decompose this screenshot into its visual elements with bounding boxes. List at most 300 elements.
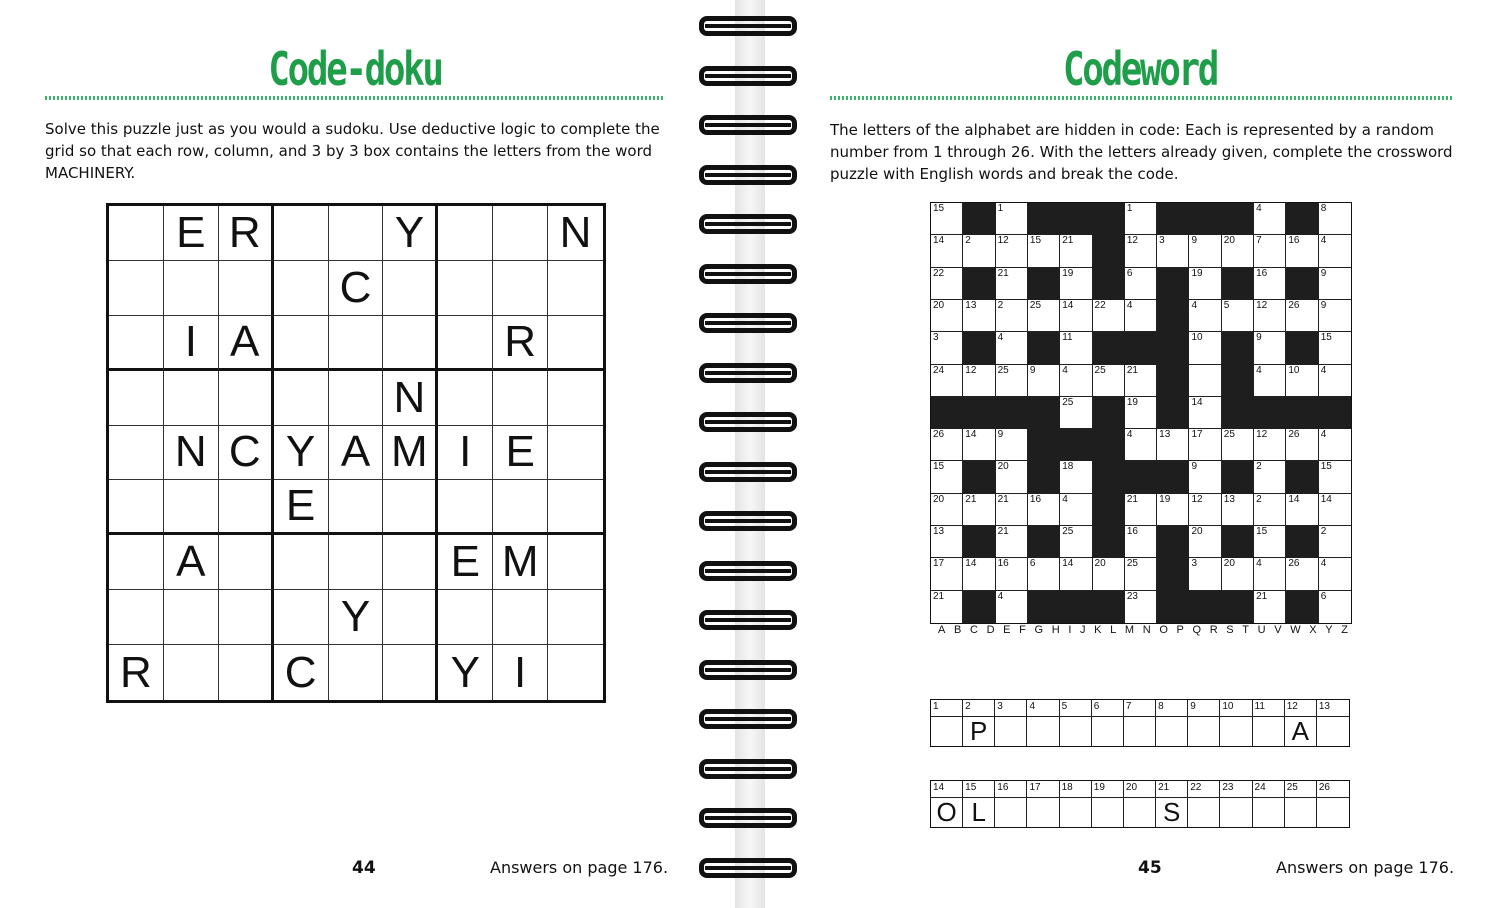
- alphabet-letter[interactable]: L: [1110, 624, 1117, 636]
- codedoku-cell[interactable]: [109, 590, 164, 645]
- codeword-cell[interactable]: [1060, 300, 1092, 332]
- codedoku-cell[interactable]: [548, 535, 603, 590]
- codeword-cell[interactable]: [931, 494, 963, 526]
- codeword-cell-number: 21: [1256, 590, 1268, 602]
- codedoku-cell[interactable]: [548, 426, 603, 481]
- code-key-number: 6: [1093, 701, 1100, 712]
- codeword-cell[interactable]: [996, 461, 1028, 493]
- codedoku-cell[interactable]: [329, 206, 384, 261]
- codedoku-cell[interactable]: Y: [383, 206, 438, 261]
- codeword-cell[interactable]: [1189, 365, 1221, 397]
- codedoku-cell[interactable]: [329, 316, 384, 371]
- binding-coil: [699, 165, 797, 191]
- codeword-cell[interactable]: [1125, 203, 1157, 235]
- codedoku-cell[interactable]: [493, 206, 548, 261]
- codeword-cell[interactable]: [1319, 203, 1351, 235]
- codedoku-cell[interactable]: I: [438, 426, 493, 481]
- codeword-black-square: [1286, 526, 1318, 558]
- code-key-letter[interactable]: A: [1291, 715, 1309, 746]
- code-key-letter[interactable]: S: [1162, 796, 1181, 827]
- codedoku-cell[interactable]: [274, 535, 329, 590]
- codeword-cell[interactable]: [1222, 429, 1254, 461]
- code-key-letter[interactable]: [1092, 797, 1123, 827]
- code-key-cell[interactable]: [1188, 700, 1220, 746]
- codeword-cell[interactable]: [1125, 558, 1157, 590]
- codeword-cell[interactable]: [1060, 494, 1092, 526]
- codeword-cell-number: 11: [1062, 332, 1073, 344]
- codeword-cell-number: 12: [1126, 235, 1138, 247]
- codeword-cell[interactable]: [963, 494, 995, 526]
- code-key-letter[interactable]: [1092, 716, 1123, 746]
- codedoku-cell[interactable]: [109, 371, 164, 426]
- codeword-cell[interactable]: [1028, 300, 1060, 332]
- codeword-cell[interactable]: [1254, 300, 1286, 332]
- codeword-cell[interactable]: [1093, 558, 1125, 590]
- code-key-letter[interactable]: [1253, 797, 1284, 827]
- codeword-cell[interactable]: [1286, 235, 1318, 267]
- codedoku-cell[interactable]: [164, 645, 219, 700]
- codedoku-cell[interactable]: [164, 480, 219, 535]
- codeword-cell[interactable]: [931, 429, 963, 461]
- codeword-cell-number: 14: [1062, 558, 1074, 570]
- codeword-cell[interactable]: [1286, 300, 1318, 332]
- codeword-cell[interactable]: [931, 332, 963, 364]
- codeword-black-square: [1222, 461, 1254, 493]
- codeword-cell[interactable]: [963, 365, 995, 397]
- code-key-letter[interactable]: [1124, 797, 1155, 827]
- codeword-cell[interactable]: [1028, 235, 1060, 267]
- codeword-cell[interactable]: [931, 461, 963, 493]
- codeword-cell[interactable]: [1254, 268, 1286, 300]
- codedoku-cell[interactable]: C: [329, 261, 384, 316]
- codeword-cell[interactable]: [1125, 300, 1157, 332]
- codeword-cell[interactable]: [1319, 268, 1351, 300]
- codeword-cell[interactable]: [1319, 300, 1351, 332]
- codeword-cell[interactable]: [1060, 268, 1092, 300]
- codeword-cell[interactable]: [1189, 461, 1221, 493]
- codedoku-cell[interactable]: [274, 261, 329, 316]
- code-key-number: 16: [997, 782, 1009, 793]
- codeword-cell[interactable]: [1189, 235, 1221, 267]
- code-key-number: 10: [1222, 701, 1234, 712]
- code-key-letter[interactable]: [1188, 797, 1219, 827]
- codeword-cell[interactable]: [996, 332, 1028, 364]
- code-key-cell[interactable]: [1317, 700, 1349, 746]
- codeword-cell[interactable]: [1028, 494, 1060, 526]
- codedoku-cell[interactable]: [274, 371, 329, 426]
- alphabet-letter[interactable]: O: [1159, 624, 1168, 636]
- codeword-cell[interactable]: [1319, 235, 1351, 267]
- alphabet-letter[interactable]: E: [1003, 624, 1011, 636]
- codedoku-cell[interactable]: [548, 480, 603, 535]
- code-key-cell[interactable]: [995, 781, 1027, 827]
- codeword-cell[interactable]: [931, 591, 963, 623]
- codedoku-cell[interactable]: [493, 371, 548, 426]
- alphabet-letter[interactable]: Q: [1192, 624, 1202, 636]
- codeword-cell[interactable]: [1157, 494, 1189, 526]
- code-key-letter[interactable]: [1060, 716, 1091, 746]
- codeword-black-square: [1254, 397, 1286, 429]
- codeword-cell[interactable]: [1319, 365, 1351, 397]
- code-key-cell[interactable]: [931, 781, 963, 827]
- codeword-cell[interactable]: [1189, 332, 1221, 364]
- code-key-letter[interactable]: [1027, 716, 1058, 746]
- codedoku-cell[interactable]: [329, 535, 384, 590]
- alphabet-letter[interactable]: S: [1226, 624, 1234, 636]
- codeword-cell[interactable]: [1189, 429, 1221, 461]
- codedoku-cell[interactable]: [383, 645, 438, 700]
- codeword-cell[interactable]: [996, 268, 1028, 300]
- codedoku-cell[interactable]: M: [493, 535, 548, 590]
- alphabet-letter[interactable]: A: [938, 624, 946, 636]
- code-key-letter[interactable]: [1124, 716, 1155, 746]
- codeword-cell[interactable]: [1254, 558, 1286, 590]
- codedoku-cell[interactable]: [438, 316, 493, 371]
- codeword-cell[interactable]: [1125, 268, 1157, 300]
- code-key-letter[interactable]: L: [971, 796, 986, 827]
- codedoku-cell[interactable]: [383, 480, 438, 535]
- codeword-cell[interactable]: [1254, 429, 1286, 461]
- code-key-cell[interactable]: [963, 781, 995, 827]
- codeword-cell-number: 21: [997, 526, 1009, 538]
- code-key-cell[interactable]: [1092, 700, 1124, 746]
- codeword-cell[interactable]: [963, 300, 995, 332]
- codeword-cell[interactable]: [996, 526, 1028, 558]
- codeword-cell[interactable]: [1125, 397, 1157, 429]
- codedoku-cell[interactable]: [383, 261, 438, 316]
- codeword-cell[interactable]: [1157, 429, 1189, 461]
- codedoku-cell[interactable]: E: [438, 535, 493, 590]
- codeword-cell[interactable]: [1060, 397, 1092, 429]
- codedoku-cell[interactable]: [109, 535, 164, 590]
- alphabet-letter[interactable]: I: [1068, 624, 1072, 636]
- codeword-cell-number: 12: [1256, 299, 1268, 311]
- code-key-cell[interactable]: [1124, 700, 1156, 746]
- code-key-cell[interactable]: [1253, 700, 1285, 746]
- code-key-cell[interactable]: [1060, 700, 1092, 746]
- code-key-cell[interactable]: [1156, 781, 1188, 827]
- alphabet-letter[interactable]: M: [1124, 624, 1135, 636]
- codeword-cell[interactable]: [1319, 332, 1351, 364]
- codeword-cell[interactable]: [1254, 526, 1286, 558]
- codeword-cell[interactable]: [996, 591, 1028, 623]
- codedoku-cell[interactable]: [219, 261, 274, 316]
- alphabet-letter[interactable]: P: [1176, 624, 1184, 636]
- codedoku-cell[interactable]: [274, 590, 329, 645]
- codedoku-cell[interactable]: [109, 480, 164, 535]
- alphabet-letter[interactable]: J: [1080, 624, 1086, 636]
- codedoku-cell[interactable]: [383, 316, 438, 371]
- codeword-cell[interactable]: [1319, 526, 1351, 558]
- codedoku-cell[interactable]: N: [548, 206, 603, 261]
- code-key-number: 13: [1318, 701, 1330, 712]
- codeword-cell[interactable]: [1319, 429, 1351, 461]
- codeword-cell[interactable]: [1222, 494, 1254, 526]
- codeword-cell[interactable]: [963, 235, 995, 267]
- codeword-cell[interactable]: [1189, 397, 1221, 429]
- codeword-cell[interactable]: [931, 235, 963, 267]
- codeword-cell[interactable]: [1060, 526, 1092, 558]
- codeword-cell[interactable]: [1189, 494, 1221, 526]
- code-key-cell[interactable]: [1253, 781, 1285, 827]
- alphabet-letter[interactable]: X: [1309, 624, 1317, 636]
- code-key-letter[interactable]: [1027, 797, 1058, 827]
- code-key-cell[interactable]: [1220, 700, 1252, 746]
- code-key-letter[interactable]: [995, 716, 1026, 746]
- codeword-cell[interactable]: [1093, 300, 1125, 332]
- codeword-cell[interactable]: [1060, 365, 1092, 397]
- code-key-letter[interactable]: [1188, 716, 1219, 746]
- codedoku-cell[interactable]: [329, 645, 384, 700]
- codeword-cell-number: 15: [1256, 526, 1268, 538]
- code-key-cell[interactable]: [1092, 781, 1124, 827]
- codedoku-cell[interactable]: [548, 590, 603, 645]
- codedoku-cell[interactable]: R: [219, 206, 274, 261]
- alphabet-letter[interactable]: H: [1051, 624, 1060, 636]
- alphabet-letter[interactable]: Y: [1325, 624, 1333, 636]
- code-key-letter[interactable]: O: [936, 796, 957, 827]
- codeword-cell-number: 14: [933, 235, 945, 247]
- alphabet-letter[interactable]: D: [986, 624, 995, 636]
- codeword-cell[interactable]: [1125, 526, 1157, 558]
- codeword-cell-number: 4: [1256, 558, 1262, 570]
- codedoku-cell[interactable]: [438, 590, 493, 645]
- codeword-cell[interactable]: [931, 558, 963, 590]
- code-key-letter[interactable]: [931, 716, 962, 746]
- code-key-cell[interactable]: [1317, 781, 1349, 827]
- codedoku-cell[interactable]: M: [383, 426, 438, 481]
- codedoku-cell[interactable]: [383, 590, 438, 645]
- codeword-cell[interactable]: [1254, 461, 1286, 493]
- codeword-cell[interactable]: [1319, 558, 1351, 590]
- code-key-letter[interactable]: [1253, 716, 1284, 746]
- codedoku-cell[interactable]: [219, 480, 274, 535]
- codeword-cell[interactable]: [996, 429, 1028, 461]
- codeword-black-square: [963, 203, 995, 235]
- codeword-cell[interactable]: [1286, 558, 1318, 590]
- code-key-letter[interactable]: P: [970, 715, 988, 746]
- codeword-cell[interactable]: [931, 268, 963, 300]
- codeword-cell[interactable]: [1222, 558, 1254, 590]
- codedoku-cell[interactable]: I: [493, 645, 548, 700]
- codedoku-cell[interactable]: [438, 371, 493, 426]
- codedoku-cell[interactable]: [329, 371, 384, 426]
- codedoku-cell[interactable]: [383, 535, 438, 590]
- codedoku-cell[interactable]: R: [109, 645, 164, 700]
- codedoku-cell[interactable]: I: [164, 316, 219, 371]
- codedoku-cell[interactable]: [493, 261, 548, 316]
- codeword-cell[interactable]: [963, 429, 995, 461]
- codedoku-cell[interactable]: [109, 426, 164, 481]
- codedoku-cell[interactable]: [164, 590, 219, 645]
- codeword-cell[interactable]: [1125, 235, 1157, 267]
- codedoku-cell[interactable]: [219, 590, 274, 645]
- codeword-cell[interactable]: [1189, 526, 1221, 558]
- codeword-cell[interactable]: [931, 526, 963, 558]
- codeword-cell[interactable]: [1286, 365, 1318, 397]
- page-number: 44: [352, 858, 376, 878]
- codeword-cell[interactable]: [1125, 365, 1157, 397]
- codeword-cell[interactable]: [1125, 429, 1157, 461]
- codeword-cell[interactable]: [996, 300, 1028, 332]
- codeword-cell[interactable]: [963, 558, 995, 590]
- codeword-cell[interactable]: [1222, 235, 1254, 267]
- alphabet-letter[interactable]: U: [1257, 624, 1266, 636]
- codeword-cell[interactable]: [931, 365, 963, 397]
- codeword-cell-number: 26: [1288, 429, 1300, 441]
- code-key-number: 15: [965, 782, 977, 793]
- code-key-cell[interactable]: [1027, 781, 1059, 827]
- codedoku-cell[interactable]: [438, 480, 493, 535]
- codedoku-cell[interactable]: E: [164, 206, 219, 261]
- code-key-cell[interactable]: [1220, 781, 1252, 827]
- codedoku-cell[interactable]: [109, 206, 164, 261]
- codeword-cell[interactable]: [931, 300, 963, 332]
- codeword-cell[interactable]: [1189, 268, 1221, 300]
- codedoku-cell[interactable]: [219, 645, 274, 700]
- codeword-cell[interactable]: [1060, 558, 1092, 590]
- codeword-black-square: [963, 461, 995, 493]
- codeword-black-square: [1028, 203, 1060, 235]
- codeword-cell[interactable]: [1189, 558, 1221, 590]
- codeword-cell[interactable]: [1125, 494, 1157, 526]
- alphabet-letter[interactable]: K: [1094, 624, 1102, 636]
- code-key-letter[interactable]: [1220, 797, 1251, 827]
- codeword-cell[interactable]: [1028, 558, 1060, 590]
- alphabet-letter[interactable]: F: [1019, 624, 1026, 636]
- codedoku-cell[interactable]: [219, 371, 274, 426]
- codeword-cell[interactable]: [1060, 332, 1092, 364]
- alphabet-letter[interactable]: V: [1274, 624, 1282, 636]
- codeword-cell[interactable]: [996, 365, 1028, 397]
- alphabet-letter[interactable]: B: [953, 624, 962, 636]
- codeword-cell[interactable]: [1254, 332, 1286, 364]
- codeword-black-square: [1222, 397, 1254, 429]
- code-key-letter[interactable]: [995, 797, 1026, 827]
- code-key-cell[interactable]: [1285, 700, 1317, 746]
- codedoku-cell[interactable]: [274, 206, 329, 261]
- codedoku-cell[interactable]: [493, 480, 548, 535]
- codedoku-cell[interactable]: Y: [438, 645, 493, 700]
- code-key-cell[interactable]: [995, 700, 1027, 746]
- code-key-letter[interactable]: [1060, 797, 1091, 827]
- codeword-cell-number: 21: [1126, 364, 1138, 376]
- codeword-cell[interactable]: [1093, 365, 1125, 397]
- codedoku-cell[interactable]: [274, 316, 329, 371]
- codedoku-cell[interactable]: N: [164, 426, 219, 481]
- codedoku-cell[interactable]: A: [329, 426, 384, 481]
- codedoku-cell[interactable]: A: [219, 316, 274, 371]
- alphabet-letter[interactable]: R: [1209, 624, 1218, 636]
- codeword-cell[interactable]: [996, 558, 1028, 590]
- codedoku-cell[interactable]: [493, 590, 548, 645]
- codedoku-cell[interactable]: C: [274, 645, 329, 700]
- codeword-black-square: [1189, 203, 1221, 235]
- codedoku-cell[interactable]: [548, 645, 603, 700]
- codeword-cell[interactable]: [1254, 203, 1286, 235]
- code-key-cell[interactable]: [931, 700, 963, 746]
- codeword-cell[interactable]: [1222, 300, 1254, 332]
- codeword-cell-number: 13: [1159, 429, 1171, 441]
- codeword-cell[interactable]: [996, 494, 1028, 526]
- codeword-cell[interactable]: [1028, 365, 1060, 397]
- alphabet-letter[interactable]: N: [1142, 624, 1151, 636]
- code-key-cell[interactable]: [1060, 781, 1092, 827]
- codedoku-cell[interactable]: [219, 535, 274, 590]
- codeword-cell[interactable]: [1189, 300, 1221, 332]
- codedoku-cell[interactable]: [548, 316, 603, 371]
- code-key-letter[interactable]: [1156, 716, 1187, 746]
- codeword-cell[interactable]: [1319, 591, 1351, 623]
- codeword-cell[interactable]: [1157, 235, 1189, 267]
- codedoku-cell[interactable]: [164, 261, 219, 316]
- alphabet-letter[interactable]: G: [1034, 624, 1044, 636]
- codedoku-cell[interactable]: R: [493, 316, 548, 371]
- codeword-cell[interactable]: [1286, 494, 1318, 526]
- code-key-cell[interactable]: [1156, 700, 1188, 746]
- codedoku-cell[interactable]: [109, 316, 164, 371]
- codeword-cell[interactable]: [1254, 235, 1286, 267]
- codeword-cell[interactable]: [996, 203, 1028, 235]
- codeword-black-square: [1093, 203, 1125, 235]
- codedoku-cell[interactable]: [438, 206, 493, 261]
- codeword-cell-number: 6: [1126, 267, 1133, 279]
- codedoku-cell[interactable]: [164, 371, 219, 426]
- code-key-letter[interactable]: [1220, 716, 1251, 746]
- code-key-letter[interactable]: [1317, 797, 1349, 827]
- code-key-letter[interactable]: [1317, 716, 1349, 746]
- codeword-cell[interactable]: [1319, 461, 1351, 493]
- alphabet-letter[interactable]: Z: [1341, 624, 1348, 636]
- codedoku-cell[interactable]: A: [164, 535, 219, 590]
- codeword-cell[interactable]: [1286, 429, 1318, 461]
- code-key-number: 4: [1029, 701, 1036, 712]
- codeword-cell[interactable]: [1125, 591, 1157, 623]
- codedoku-cell[interactable]: E: [274, 480, 329, 535]
- code-key-cell[interactable]: [1027, 700, 1059, 746]
- alphabet-letter[interactable]: C: [969, 624, 978, 636]
- code-key-cell[interactable]: [1124, 781, 1156, 827]
- codeword-black-square: [1060, 203, 1092, 235]
- codeword-cell-number: 14: [1191, 396, 1203, 408]
- codeword-cell[interactable]: [1254, 494, 1286, 526]
- codeword-black-square: [963, 397, 995, 429]
- codedoku-cell[interactable]: [548, 261, 603, 316]
- codedoku-cell[interactable]: Y: [329, 590, 384, 645]
- code-key-cell[interactable]: [1188, 781, 1220, 827]
- codedoku-cell[interactable]: [548, 371, 603, 426]
- alphabet-letter[interactable]: W: [1290, 624, 1301, 636]
- codeword-cell[interactable]: [1060, 461, 1092, 493]
- codeword-cell[interactable]: [996, 235, 1028, 267]
- code-key-cell[interactable]: [1285, 781, 1317, 827]
- codeword-cell[interactable]: [1319, 494, 1351, 526]
- codedoku-cell[interactable]: [329, 480, 384, 535]
- codedoku-cell[interactable]: Y: [274, 426, 329, 481]
- codeword-cell[interactable]: [1254, 365, 1286, 397]
- code-key-cell[interactable]: [963, 700, 995, 746]
- alphabet-letter[interactable]: T: [1242, 624, 1250, 636]
- codeword-cell[interactable]: [931, 203, 963, 235]
- codedoku-cell[interactable]: [438, 261, 493, 316]
- codedoku-cell[interactable]: N: [383, 371, 438, 426]
- codedoku-cell[interactable]: C: [219, 426, 274, 481]
- code-key-letter[interactable]: [1285, 797, 1316, 827]
- codedoku-cell[interactable]: E: [493, 426, 548, 481]
- codeword-cell[interactable]: [1060, 235, 1092, 267]
- codeword-cell[interactable]: [1254, 591, 1286, 623]
- codedoku-cell[interactable]: [109, 261, 164, 316]
